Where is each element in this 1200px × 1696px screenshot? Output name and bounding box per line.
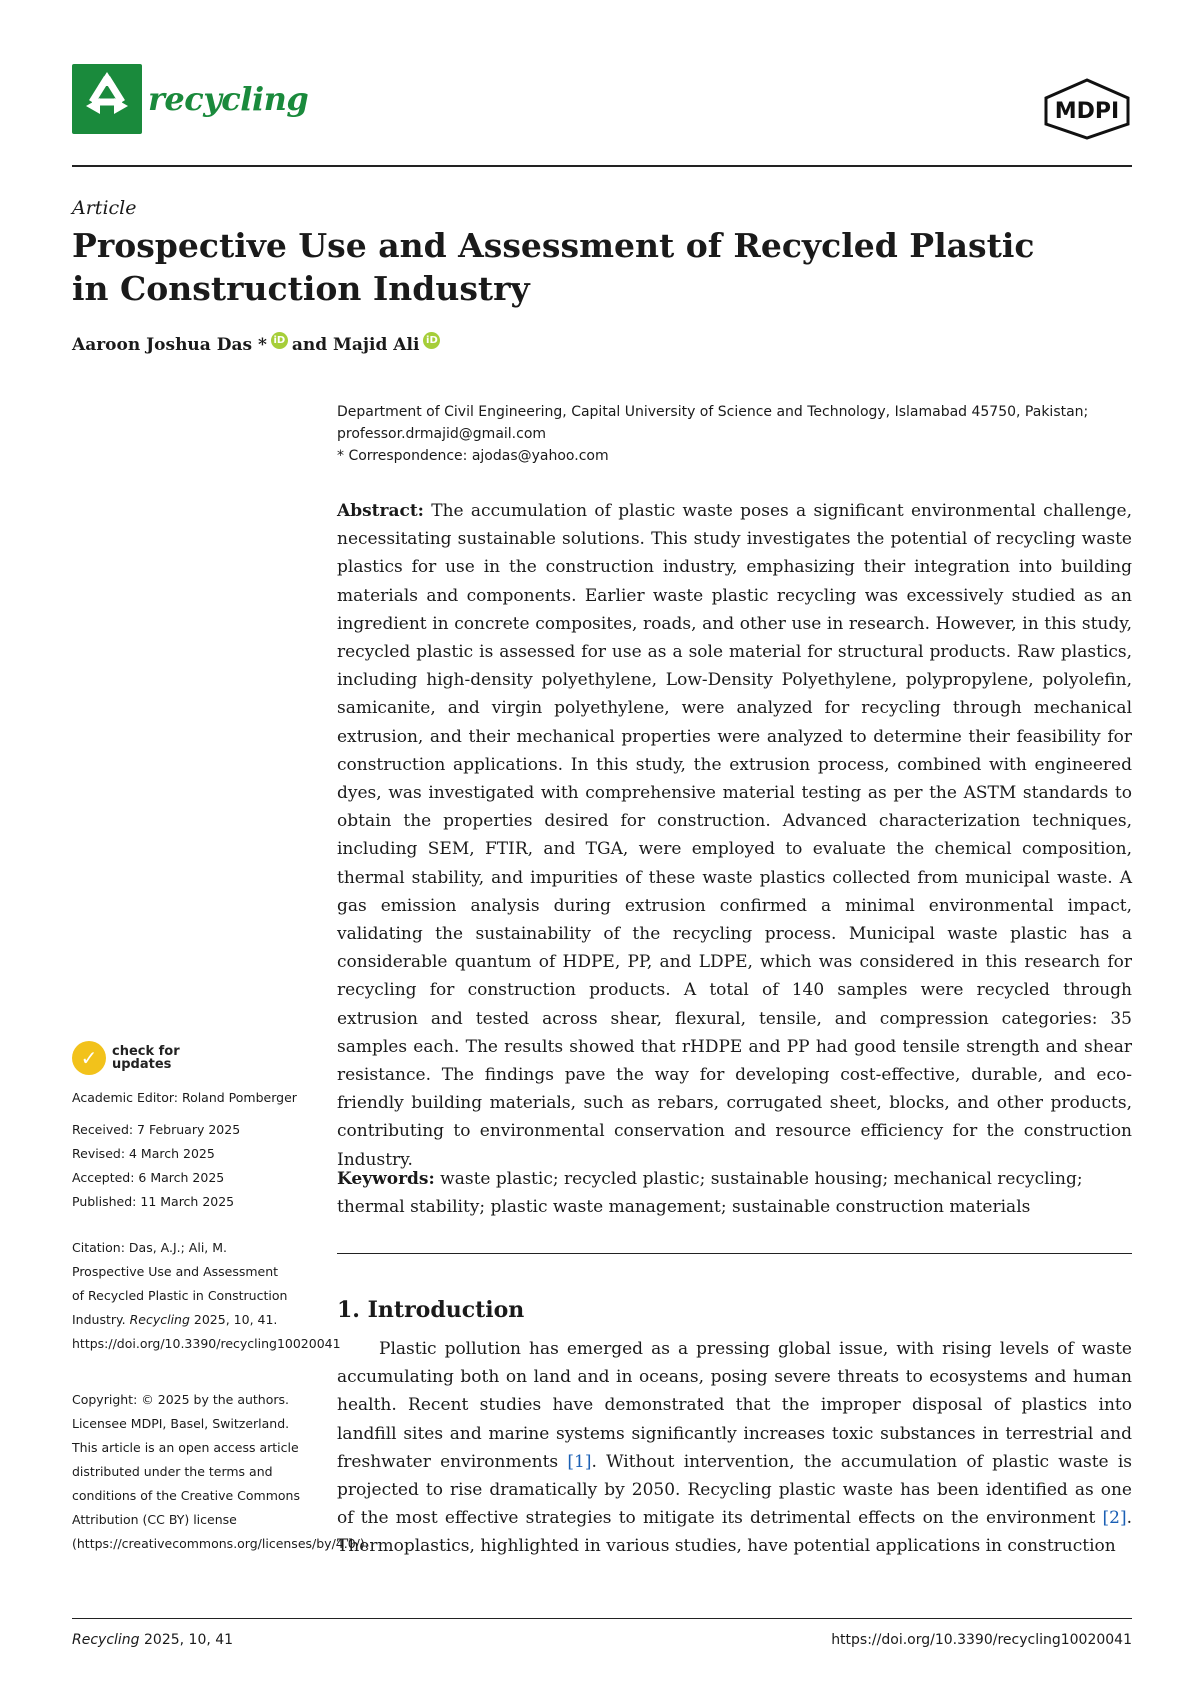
author-name: and Majid Ali <box>291 335 420 355</box>
accepted-date: Accepted: 6 March 2025 <box>72 1170 225 1185</box>
affiliation-block <box>337 401 1127 467</box>
intro-text: . Without intervention, the accumulation of plastic waste is projected to rise dramatically by 2050. Recycling plastic waste has been identified as one of the most effective strategies to mitigate its detrimental effects on the environment <box>337 1451 1133 1529</box>
author-list <box>72 335 440 355</box>
keywords <box>337 1165 1132 1221</box>
citation-label: Citation: <box>72 1240 125 1255</box>
revised-date: Revised: 4 March 2025 <box>72 1146 215 1161</box>
orcid-icon[interactable]: iD <box>423 332 440 349</box>
keywords-label: Keywords: <box>337 1169 435 1189</box>
citation-block <box>72 1236 341 1356</box>
section-heading: 1. Introduction <box>337 1297 525 1323</box>
check-updates-label: check for updates <box>112 1044 180 1072</box>
checkmark-icon: ✓ <box>72 1041 106 1075</box>
header-rule <box>72 165 1132 167</box>
academic-editor: Academic Editor: Roland Pomberger <box>72 1090 297 1105</box>
citation-text: Das, A.J.; Ali, M. Prospective Use and Assessment of Recycled Plastic in Construction Industry. <box>72 1240 288 1327</box>
correspondence: * Correspondence: ajodas@yahoo.com <box>337 448 609 464</box>
footer-volume: 2025, 10, 41 <box>144 1632 234 1648</box>
received-date: Received: 7 February 2025 <box>72 1122 241 1137</box>
publisher-name: MDPI <box>1054 99 1120 124</box>
mdpi-logo <box>1042 78 1132 140</box>
reference-link[interactable]: [1] <box>567 1451 592 1472</box>
orcid-icon[interactable]: iD <box>271 332 288 349</box>
footer-citation <box>72 1632 233 1648</box>
keywords-text: waste plastic; recycled plastic; sustainable housing; mechanical recycling; thermal stability; plastic waste management; sustainable construction materials <box>337 1169 1083 1217</box>
journal-name: recycling <box>148 80 309 118</box>
citation-journal: Recycling <box>129 1312 190 1327</box>
citation-doi[interactable]: 2025, 10, 41. https://doi.org/10.3390/recycling10020041 <box>72 1312 341 1351</box>
dates-block <box>72 1118 312 1214</box>
journal-logo <box>72 64 142 134</box>
recycle-icon <box>72 64 142 134</box>
affiliation: Department of Civil Engineering, Capital University of Science and Technology, Islamabad 45750, Pakistan; professor.drmajid@gmail.com <box>337 404 1089 442</box>
intro-text: . Thermoplastics, highlighted in various studies, have potential applications in construction <box>337 1508 1132 1557</box>
intro-text: Plastic pollution has emerged as a pressing global issue, with rising levels of waste accumulating both on land and in oceans, posing severe threats to ecosystems and human health. Recent studies have demonstrated that the improper disposal of plastics into landfill sites and marine systems significantly increases toxic substances in terrestrial and freshwater environments <box>337 1339 1132 1472</box>
author-name: Aaroon Joshua Das * <box>72 335 267 355</box>
copyright-notice: Copyright: © 2025 by the authors. Licensee MDPI, Basel, Switzerland. This article is an open access article distributed under the terms and conditions of the Creative Commons Attribution (CC BY) license (https://creativecommons.org/licenses/by/4.0/). <box>72 1392 369 1551</box>
abstract-label: Abstract: <box>337 501 424 521</box>
footer-doi[interactable]: https://doi.org/10.3390/recycling10020041 <box>831 1632 1132 1648</box>
check-updates-badge[interactable] <box>72 1041 182 1075</box>
footer-journal: Recycling <box>72 1632 140 1648</box>
footer-rule <box>72 1618 1132 1619</box>
article-title: Prospective Use and Assessment of Recycled Plastic in Construction Industry <box>72 226 1035 308</box>
intro-paragraph <box>337 1335 1132 1561</box>
published-date: Published: 11 March 2025 <box>72 1194 235 1209</box>
section-rule <box>337 1253 1132 1254</box>
abstract <box>337 497 1132 1174</box>
reference-link[interactable]: [2] <box>1102 1508 1127 1529</box>
article-type: Article <box>72 197 137 219</box>
abstract-text: The accumulation of plastic waste poses a significant environmental challenge, necessitating sustainable solutions. This study investigates the potential of recycling waste plastics for use in the construction industry, emphasizing their integration into building materials and components. Earlier waste plastic recycling was excessively studied as an ingredient in concrete composites, roads, and other use in research. However, in this study, recycled plastic is assessed for use as a sole material for structural products. Raw plastics, including high-density polyethylene, Low-Density Polyethylene, polypropylene, polyolefin, samicanite, and virgin polyethylene, were analyzed for recycling through mechanical extrusion, and their mechanical properties were analyzed to determine their feasibility for construction applications. In this study, the extrusion process, combined with engineered dyes, was investigated with comprehensive material testing as per the ASTM standards to obtain the properties desired for construction. Advanced characterization techniques, including SEM, FTIR, and TGA, were employed to evaluate the chemical composition, thermal stability, and impurities of these waste plastics collected from municipal waste. A gas emission analysis during extrusion confirmed a minimal environmental impact, validating the sustainability of the recycling process. Municipal waste plastic has a considerable quantum of HDPE, PP, and LDPE, which was considered in this research for recycling for construction products. A total of 140 samples were recycled through extrusion and tested across shear, flexural, tensile, and compression categories: 35 samples each. The results showed that rHDPE and PP had good tensile strength and shear resistance. The findings pave the way for developing cost-effective, durable, and eco-friendly building materials, such as rebars, corrugated sheet, blocks, and other products, contributing to environmental conservation and resource efficiency for the construction Industry. <box>337 501 1133 1170</box>
